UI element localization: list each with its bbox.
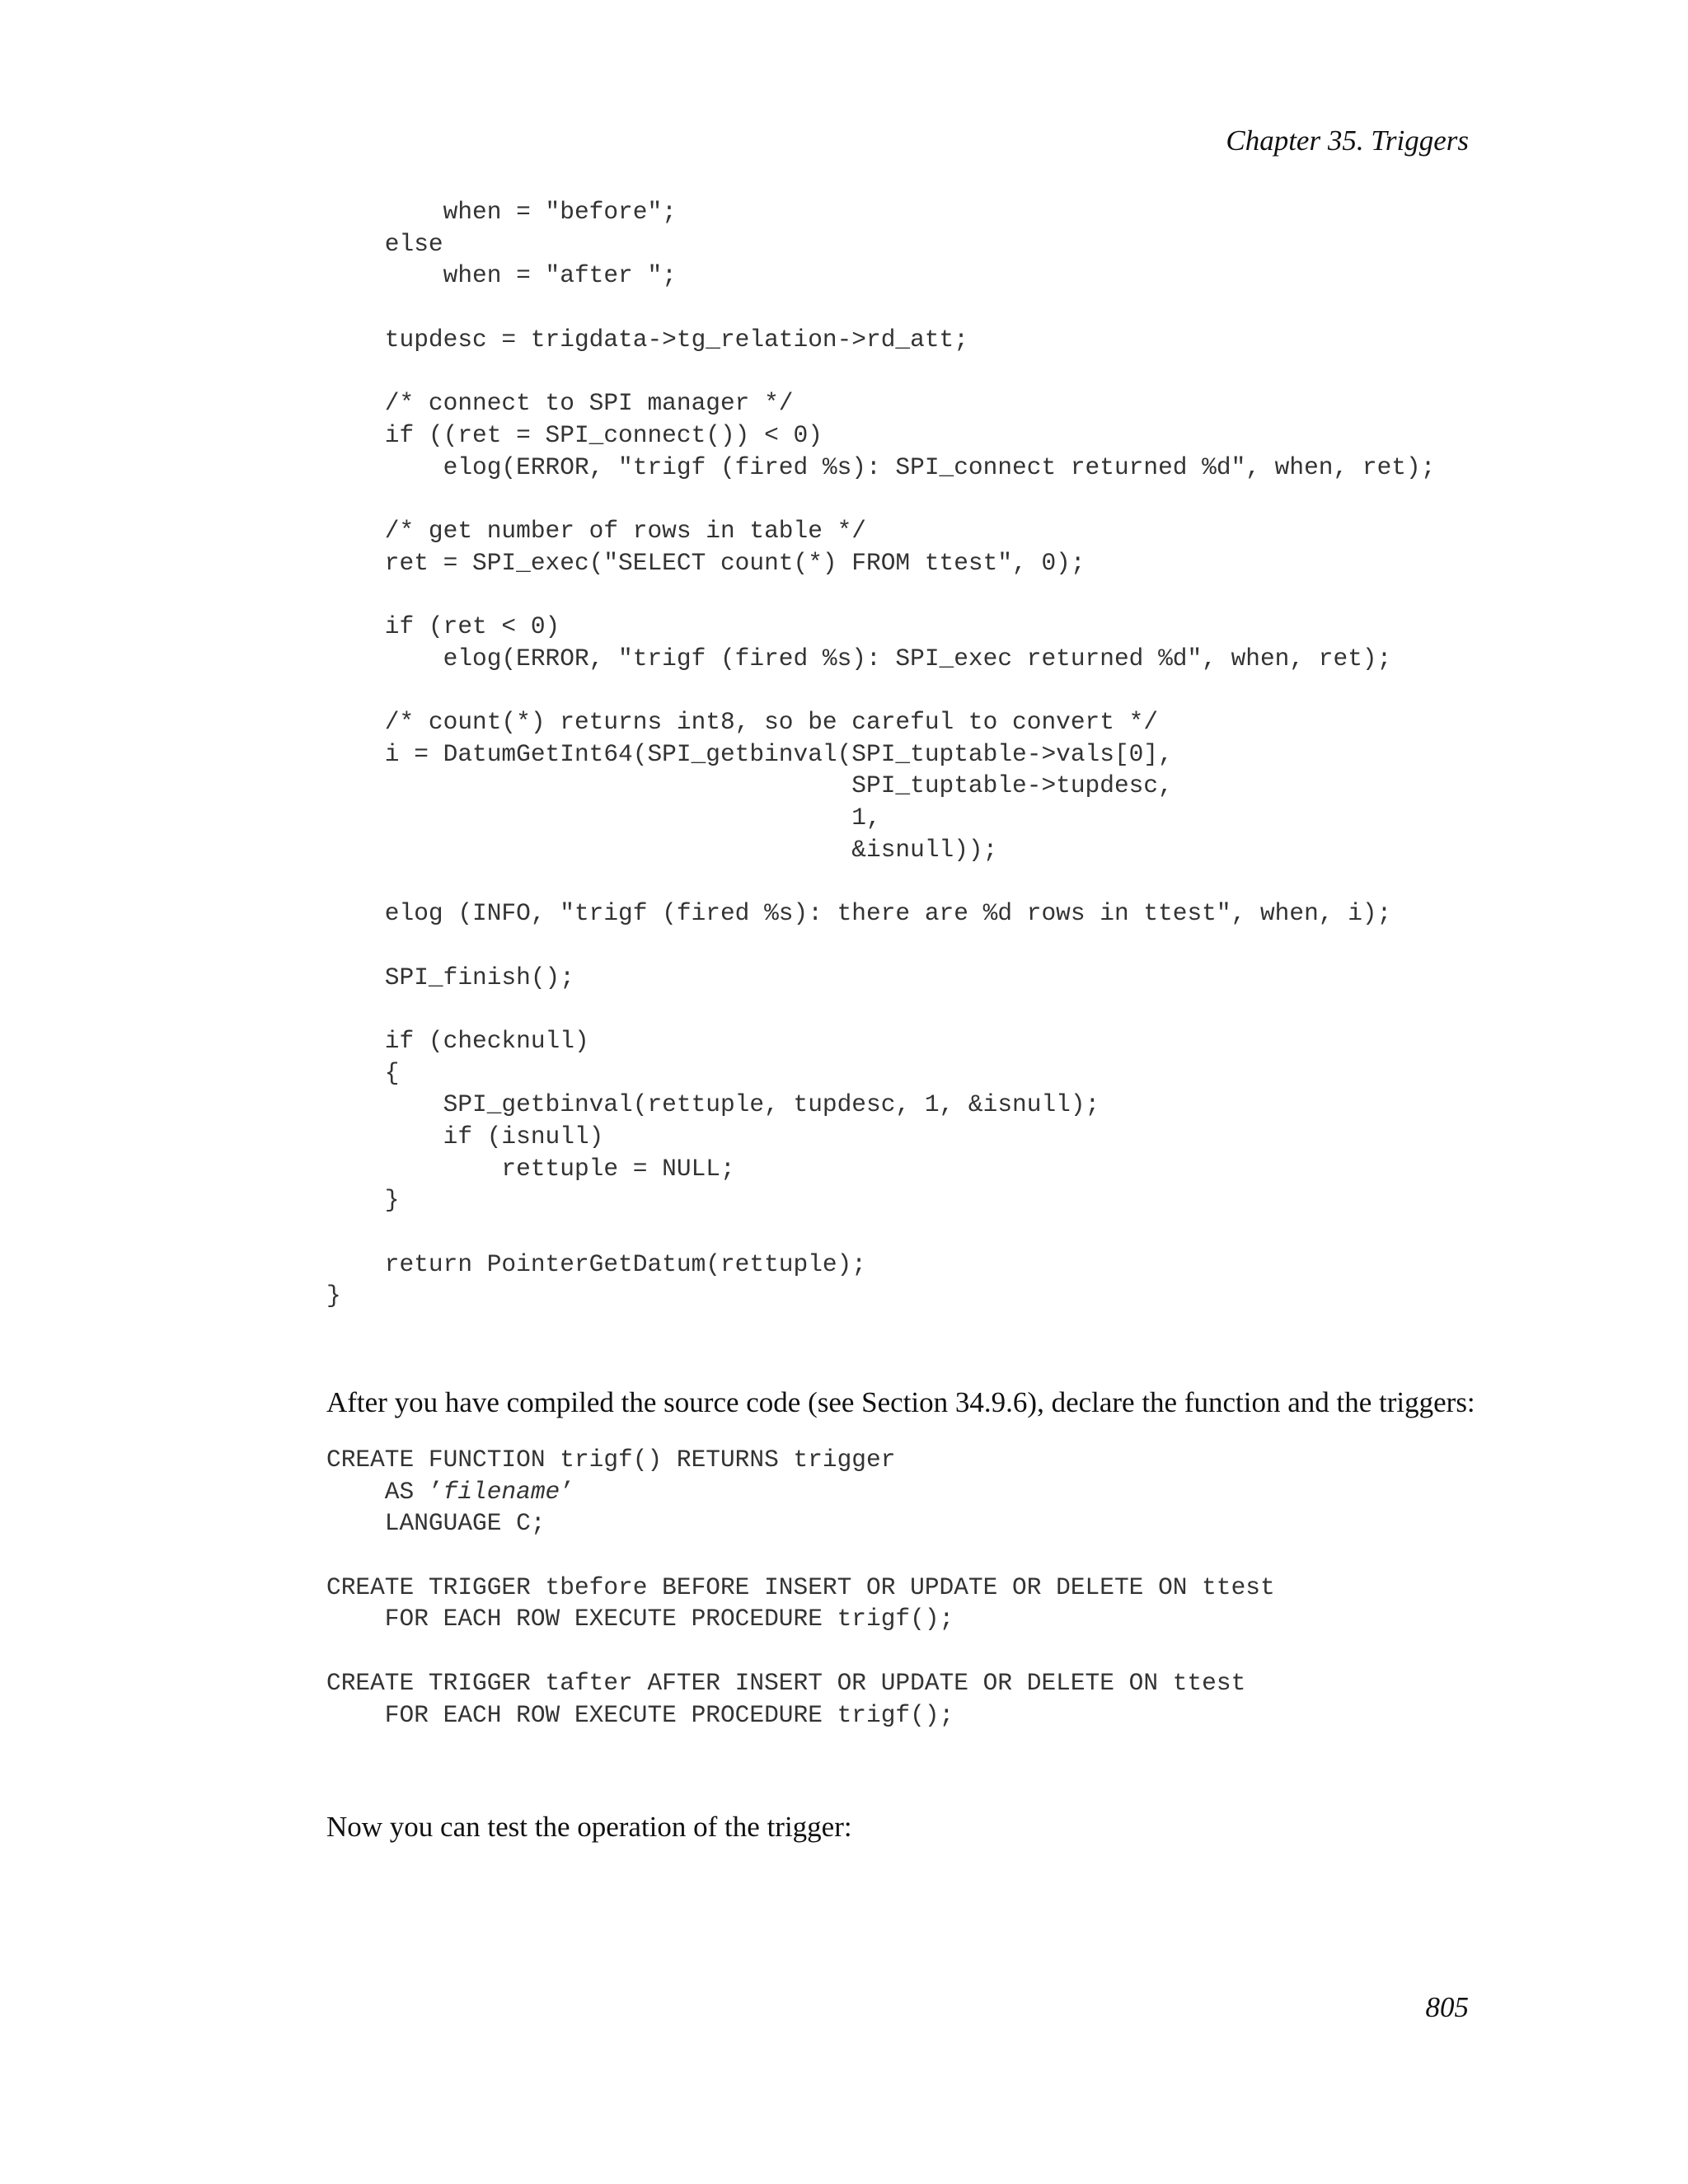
code-line <box>326 865 1435 898</box>
code-line <box>326 355 1435 387</box>
code-line: SPI_tuptable->tupdesc, <box>326 771 1173 800</box>
code-text: AS ’ <box>326 1477 443 1506</box>
code-line <box>326 1635 1275 1667</box>
code-line: if (checknull) <box>326 1026 589 1055</box>
code-line: FOR EACH ROW EXECUTE PROCEDURE trigf(); <box>326 1605 954 1633</box>
code-line <box>326 674 1435 706</box>
code-line: { <box>326 1058 400 1087</box>
code-line: CREATE TRIGGER tbefore BEFORE INSERT OR UPDATE OR DELETE ON ttest <box>326 1572 1275 1601</box>
code-line <box>326 1540 1275 1572</box>
code-line: } <box>326 1282 341 1310</box>
code-line: if ((ret = SPI_connect()) < 0) <box>326 420 823 449</box>
code-line: SPI_getbinval(rettuple, tupdesc, 1, &isnull); <box>326 1090 1100 1119</box>
code-line: i = DatumGetInt64(SPI_getbinval(SPI_tuptable->vals[0], <box>326 739 1173 768</box>
code-line: when = "after "; <box>326 261 677 290</box>
code-line <box>326 993 1435 1025</box>
code-line: return PointerGetDatum(rettuple); <box>326 1249 867 1278</box>
code-line: CREATE TRIGGER tafter AFTER INSERT OR UPDATE OR DELETE ON ttest <box>326 1668 1246 1697</box>
code-line: else <box>326 229 443 258</box>
code-line <box>326 1216 1435 1249</box>
code-line: /* get number of rows in table */ <box>326 516 867 545</box>
code-line <box>326 292 1435 324</box>
c-code-listing <box>326 196 1435 1312</box>
filename-placeholder: filename <box>443 1477 560 1506</box>
sql-code-listing <box>326 1444 1275 1731</box>
chapter-header: Chapter 35. Triggers <box>1226 124 1469 157</box>
code-line: if (ret < 0) <box>326 612 560 640</box>
code-line: SPI_finish(); <box>326 963 574 991</box>
code-line: } <box>326 1186 400 1215</box>
page-number: 805 <box>1425 1991 1469 2023</box>
code-line: CREATE FUNCTION trigf() RETURNS trigger <box>326 1446 896 1474</box>
code-line: elog(ERROR, "trigf (fired %s): SPI_connect returned %d", when, ret); <box>326 452 1436 481</box>
code-line: elog (INFO, "trigf (fired %s): there are %d rows in ttest", when, i); <box>326 899 1392 928</box>
code-line: when = "before"; <box>326 198 677 226</box>
code-line: FOR EACH ROW EXECUTE PROCEDURE trigf(); <box>326 1700 954 1729</box>
code-line: ret = SPI_exec("SELECT count(*) FROM ttest", 0); <box>326 548 1085 577</box>
code-line: rettuple = NULL; <box>326 1154 735 1183</box>
code-line: if (isnull) <box>326 1122 604 1151</box>
code-line: 1, <box>326 804 881 832</box>
code-line: /* connect to SPI manager */ <box>326 389 794 418</box>
code-line <box>326 930 1435 962</box>
code-line: elog(ERROR, "trigf (fired %s): SPI_exec returned %d", when, ret); <box>326 644 1392 673</box>
body-paragraph-test: Now you can test the operation of the trigger: <box>326 1811 852 1843</box>
code-text: ’ <box>560 1477 574 1506</box>
code-line: tupdesc = trigdata->tg_relation->rd_att; <box>326 325 968 354</box>
code-line: &isnull)); <box>326 835 998 864</box>
code-line <box>326 579 1435 611</box>
code-line <box>326 483 1435 515</box>
code-line: /* count(*) returns int8, so be careful to convert */ <box>326 708 1159 736</box>
code-line: LANGUAGE C; <box>326 1509 546 1538</box>
code-line-filename <box>326 1476 1275 1508</box>
body-paragraph-compile: After you have compiled the source code (see Section 34.9.6), declare the function and the triggers: <box>326 1386 1475 1418</box>
